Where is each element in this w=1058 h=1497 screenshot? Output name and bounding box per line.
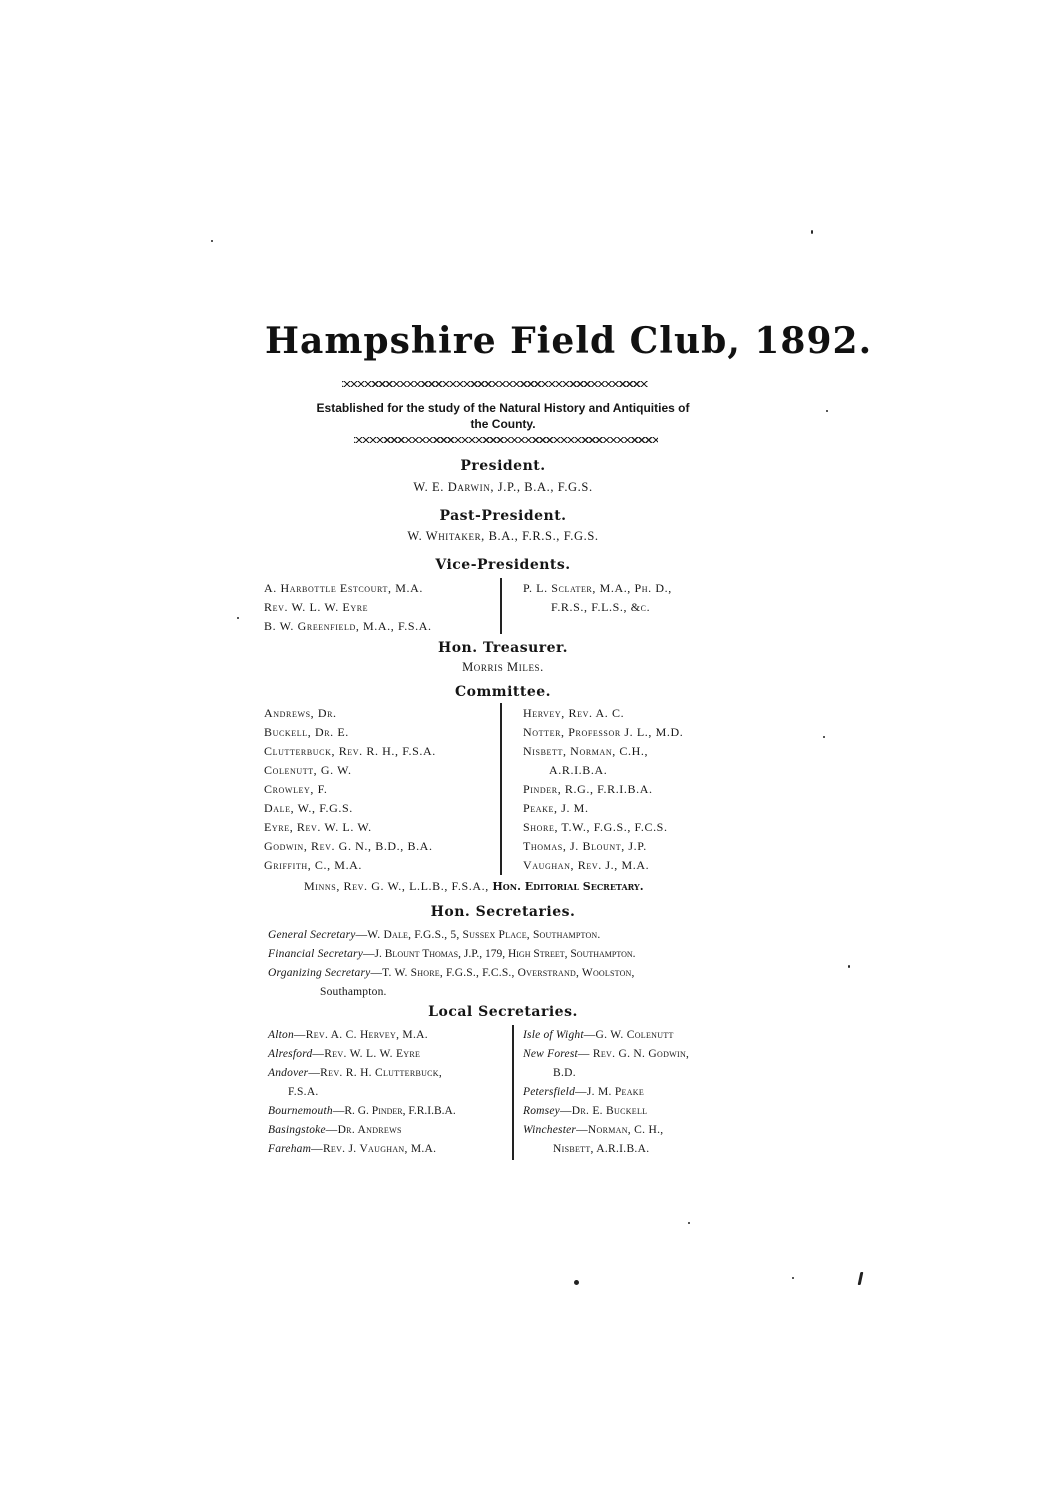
committee-left-9: Griffith, C., M.A. — [264, 858, 363, 872]
committee-right-2: Notter, Professor J. L., M.D. — [523, 725, 684, 739]
local-name: B.D. — [553, 1067, 576, 1079]
local-left-6 — [268, 1122, 402, 1138]
local-name: —Rev. W. L. W. Eyre — [312, 1048, 421, 1060]
past-president-heading: Past-President. — [439, 508, 567, 524]
local-right-1 — [523, 1027, 674, 1043]
page-title: Hampshire Field Club, 1892. — [265, 320, 873, 362]
committee-right-9: Vaughan, Rev. J., M.A. — [523, 858, 650, 872]
secretary-continuation: Southampton. — [320, 986, 387, 998]
local-right-6 — [523, 1122, 663, 1138]
committee-right-7: Shore, T.W., F.G.S., F.C.S. — [523, 820, 668, 834]
vice-president-right-2: F.R.S., F.L.S., &c. — [551, 600, 651, 614]
local-left-3 — [268, 1065, 442, 1081]
vice-presidents-divider — [500, 578, 502, 634]
secretaries-heading: Hon. Secretaries. — [430, 904, 576, 920]
local-place: Basingstoke — [268, 1124, 326, 1136]
secretary-text: —J. Blount Thomas, J.P., 179, High Street, Southampton. — [363, 948, 636, 960]
local-left-1 — [268, 1027, 428, 1043]
local-name: —R. G. Pinder, F.R.I.B.A. — [332, 1105, 456, 1117]
local-name: —Rev. J. Vaughan, M.A. — [311, 1143, 437, 1155]
subtitle-line-1: Established for the study of the Natural History and Antiquities of — [316, 401, 690, 415]
committee-right-5: Pinder, R.G., F.R.I.B.A. — [523, 782, 653, 796]
local-place: Petersfield — [523, 1086, 576, 1098]
scan-speck — [237, 617, 239, 619]
local-place: Winchester — [523, 1124, 577, 1136]
vice-president-left-1: A. Harbottle Estcourt, M.A. — [264, 581, 423, 595]
ornamental-rule-top — [342, 381, 648, 387]
scan-speck — [848, 965, 850, 968]
committee-footer-role: Hon. Editorial Secretary. — [492, 880, 644, 893]
committee-right-1: Hervey, Rev. A. C. — [523, 706, 625, 720]
committee-left-2: Buckell, Dr. E. — [264, 725, 349, 739]
ornamental-rule-bottom — [354, 437, 658, 443]
scan-speck — [811, 230, 813, 234]
local-name: —Dr. Andrews — [325, 1124, 402, 1136]
secretary-row-general — [268, 927, 600, 943]
subtitle — [262, 400, 744, 432]
secretary-role: General Secretary — [268, 929, 356, 941]
scan-speck — [858, 1272, 864, 1285]
scan-speck — [823, 736, 825, 738]
committee-left-6: Dale, W., F.G.S. — [264, 801, 353, 815]
treasurer-heading: Hon. Treasurer. — [437, 640, 569, 656]
committee-right-6: Peake, J. M. — [523, 801, 589, 815]
secretary-text: —T. W. Shore, F.G.S., F.C.S., Overstrand, Woolston, — [370, 967, 635, 979]
scan-speck — [688, 1222, 690, 1224]
local-secretaries-divider — [512, 1025, 514, 1160]
local-name: —Norman, C. H., — [576, 1124, 664, 1136]
local-place: Alton — [268, 1029, 294, 1041]
local-place: Fareham — [268, 1143, 312, 1155]
committee-left-1: Andrews, Dr. — [264, 706, 337, 720]
local-right-7 — [553, 1141, 649, 1157]
committee-left-7: Eyre, Rev. W. L. W. — [264, 820, 372, 834]
past-president-name: W. Whitaker, B.A., F.R.S., F.G.S. — [407, 529, 599, 543]
committee-right-3: Nisbett, Norman, C.H., — [523, 744, 649, 758]
local-left-2 — [268, 1046, 420, 1062]
committee-left-4: Colenutt, G. W. — [264, 763, 352, 777]
committee-right-8: Thomas, J. Blount, J.P. — [523, 839, 647, 853]
local-right-2 — [523, 1046, 689, 1062]
vice-president-left-2: Rev. W. L. W. Eyre — [264, 600, 369, 614]
president-heading: President. — [460, 458, 546, 474]
president-name: W. E. Darwin, J.P., B.A., F.G.S. — [413, 480, 593, 494]
committee-left-3: Clutterbuck, Rev. R. H., F.S.A. — [264, 744, 436, 758]
local-right-5 — [523, 1103, 647, 1119]
scan-speck — [574, 1280, 579, 1285]
scan-speck — [211, 240, 213, 242]
local-place: Isle of Wight — [523, 1029, 584, 1041]
secretary-row-financial — [268, 946, 636, 962]
local-name: —Rev. R. H. Clutterbuck, — [308, 1067, 443, 1079]
local-place: New Forest — [523, 1048, 578, 1060]
scan-speck — [792, 1277, 794, 1279]
local-place: Andover — [268, 1067, 309, 1079]
secretary-role: Financial Secretary — [268, 948, 364, 960]
local-left-5 — [268, 1103, 456, 1119]
local-right-4 — [523, 1084, 644, 1100]
secretary-text: —W. Dale, F.G.S., 5, Sussex Place, Southampton. — [355, 929, 601, 941]
local-name: — Rev. G. N. Godwin, — [577, 1048, 690, 1060]
subtitle-line-2: the County. — [470, 417, 536, 431]
local-left-4 — [288, 1084, 319, 1100]
local-place: Alresford — [268, 1048, 313, 1060]
local-name: —J. M. Peake — [575, 1086, 645, 1098]
vice-presidents-heading: Vice-Presidents. — [435, 557, 571, 573]
local-left-7 — [268, 1141, 436, 1157]
secretary-role: Organizing Secretary — [268, 967, 371, 979]
local-place: Bournemouth — [268, 1105, 333, 1117]
local-name: —Dr. E. Buckell — [559, 1105, 648, 1117]
committee-footer-name: Minns, Rev. G. W., L.L.B., F.S.A., — [304, 879, 489, 893]
committee-right-4: A.R.I.B.A. — [549, 763, 608, 777]
local-place: Romsey — [523, 1105, 560, 1117]
local-name: —G. W. Colenutt — [583, 1029, 674, 1041]
committee-left-5: Crowley, F. — [264, 782, 328, 796]
local-name: F.S.A. — [288, 1086, 319, 1098]
local-name: —Rev. A. C. Hervey, M.A. — [293, 1029, 428, 1041]
local-right-3 — [553, 1065, 576, 1081]
local-name: Nisbett, A.R.I.B.A. — [553, 1143, 650, 1155]
committee-left-8: Godwin, Rev. G. N., B.D., B.A. — [264, 839, 433, 853]
committee-heading: Committee. — [454, 684, 552, 700]
committee-divider — [500, 703, 502, 875]
committee-footer — [304, 878, 644, 895]
secretary-row-organizing — [268, 965, 635, 981]
local-secretaries-heading: Local Secretaries. — [428, 1004, 578, 1020]
vice-president-right-1: P. L. Sclater, M.A., Ph. D., — [523, 581, 672, 595]
scan-speck — [826, 410, 828, 412]
treasurer-name: Morris Miles. — [462, 660, 544, 674]
vice-president-left-3: B. W. Greenfield, M.A., F.S.A. — [264, 619, 432, 633]
